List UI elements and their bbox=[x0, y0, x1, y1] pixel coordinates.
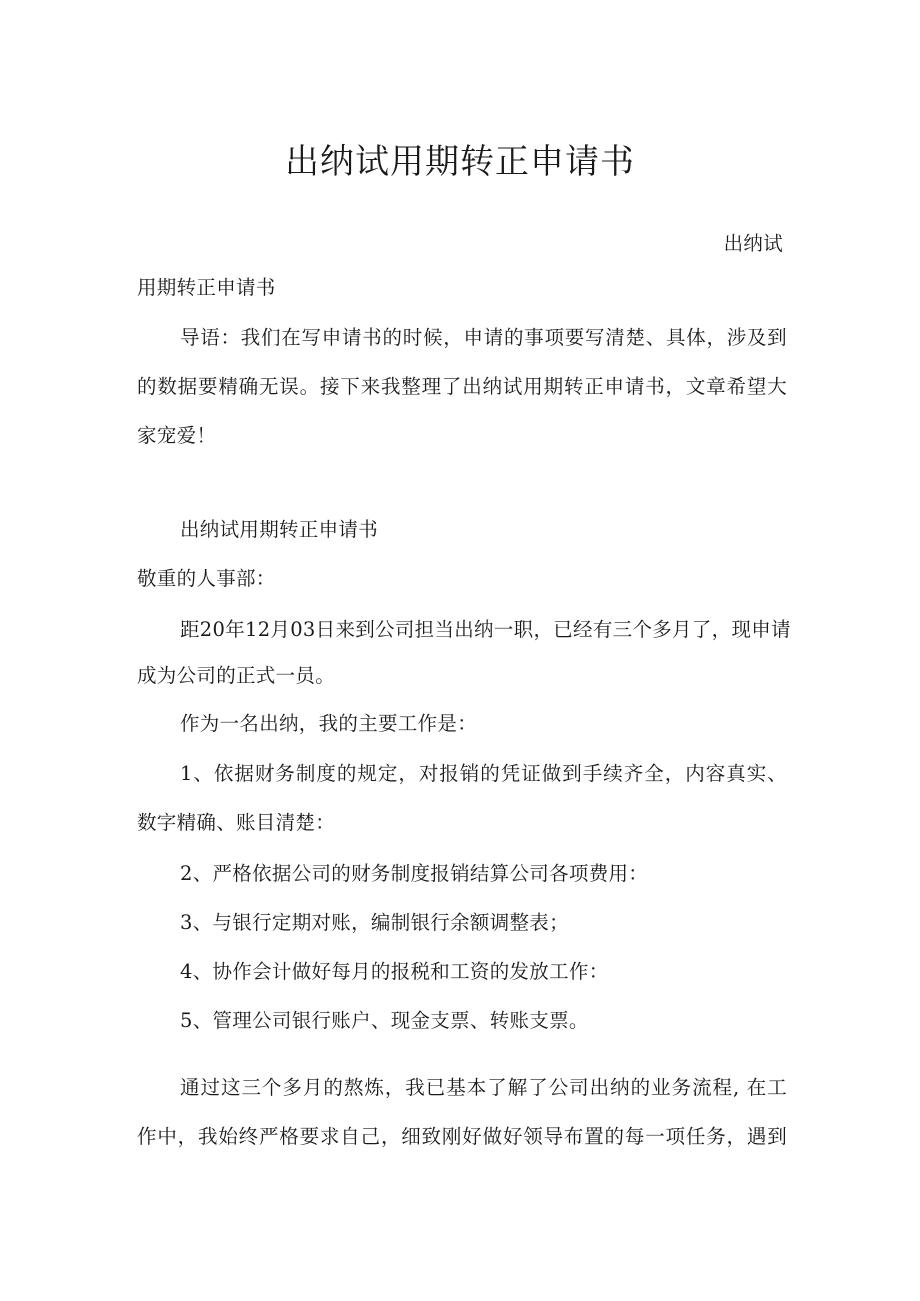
duties-intro: 作为一名出纳，我的主要工作是： bbox=[180, 712, 478, 735]
duty-item-1-line-1: 1、依据财务制度的规定，对报销的凭证做到手续齐全，内容真实、 bbox=[180, 762, 787, 785]
author-line: 出纳试 bbox=[723, 232, 783, 255]
duty-item-4: 4、协作会计做好每月的报税和工资的发放工作： bbox=[180, 960, 609, 983]
paragraph-2-line-2: 作中，我始终严格要求自己，细致刚好做好领导布置的每一项任务，遇到 bbox=[137, 1125, 787, 1148]
salutation: 敬重的人事部： bbox=[137, 567, 276, 590]
duty-item-1-line-2: 数字精确、账目清楚： bbox=[137, 811, 336, 834]
duty-item-3: 3、与银行定期对账，编制银行余额调整表； bbox=[180, 911, 569, 934]
intro-line-3: 家宠爱！ bbox=[137, 424, 217, 447]
letter-heading: 出纳试用期转正申请书 bbox=[180, 518, 379, 541]
paragraph-2-line-1: 通过这三个多月的熬炼，我已基本了解了公司出纳的业务流程, 在工 bbox=[180, 1076, 787, 1099]
subtitle-line: 用期转正申请书 bbox=[137, 276, 276, 299]
duty-item-5: 5、管理公司银行账户、现金支票、转账支票。 bbox=[180, 1009, 589, 1032]
paragraph-1-line-2: 成为公司的正式一员。 bbox=[137, 664, 336, 687]
document-title: 出纳试用期转正申请书 bbox=[285, 142, 635, 182]
duty-item-2: 2、严格依据公司的财务制度报销结算公司各项费用： bbox=[180, 862, 649, 885]
intro-line-2: 的数据要精确无误。接下来我整理了出纳试用期转正申请书，文章希望大 bbox=[137, 375, 787, 398]
intro-line-1: 导语：我们在写申请书的时候，申请的事项要写清楚、具体，涉及到 bbox=[180, 326, 787, 349]
paragraph-1-line-1: 距20年12月03日来到公司担当出纳一职，已经有三个多月了，现申请 bbox=[180, 618, 791, 641]
